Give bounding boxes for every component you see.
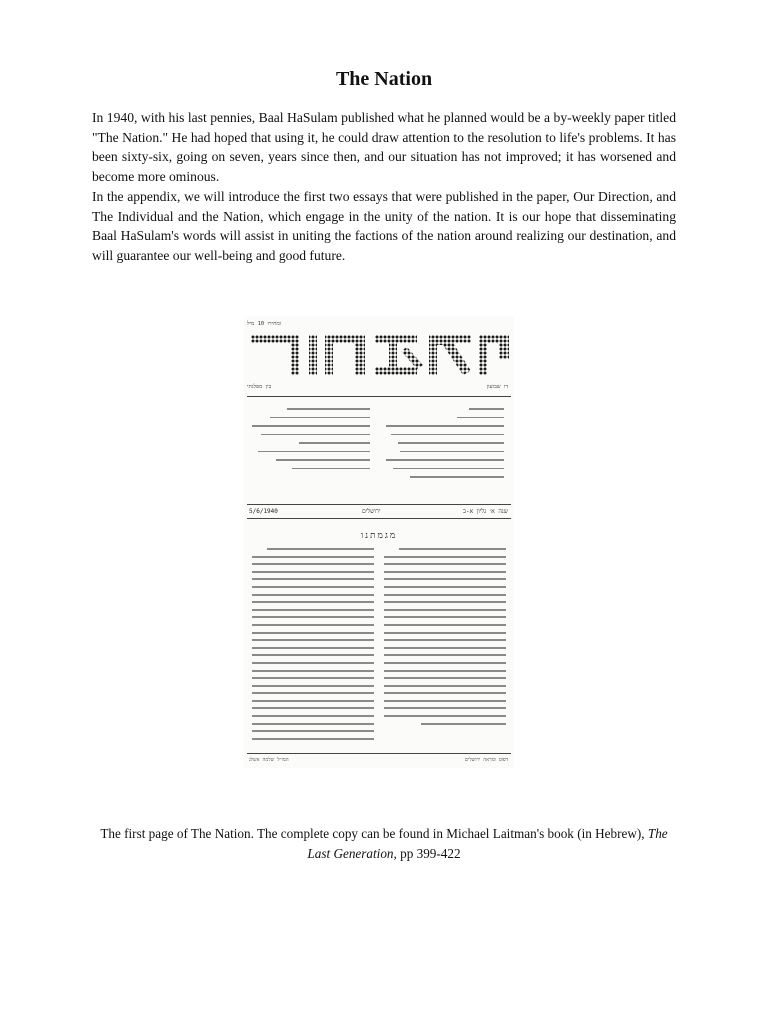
masthead-price-note: ומחירו 10 מיל: [247, 321, 282, 327]
paragraph-intro: In 1940, with his last pennies, Baal HaSulam published what he planned would be a by-weekly paper titled "The Nation." He had hoped that using it, he could draw attention to the resolution to life's problems. It has been sixty-six, going on seven, years since then, and our situation has not improved; it has worsened and become more ominous.: [92, 110, 676, 184]
article-column-right: [384, 548, 506, 730]
issue-place: ירושלים: [362, 508, 381, 515]
newspaper-facsimile: [244, 316, 514, 768]
header-column-left: [252, 408, 370, 476]
figure-caption: [92, 824, 676, 864]
issue-number: שנה א׳ גליון א-ב: [462, 508, 508, 515]
newspaper-footer-right: דפוס ומראה ירושלים: [464, 757, 508, 763]
caption-pages: , pp 399-422: [393, 846, 461, 861]
masthead-subtitle-left: בין מפלגתי: [247, 384, 272, 390]
footer-rule: [247, 753, 511, 754]
page-title: The Nation: [335, 68, 433, 90]
paragraph-appendix: In the appendix, we will introduce the first two essays that were published in the paper, Our Direction, and The Individual and the Nation, which engage in the unity of the nation. It is our hope that disseminating Baal HaSulam's words will assist in uniting the factions of the nation around realizing our destination, and will guarantee our well-being and good future.: [92, 189, 676, 263]
dateline-rule-top: [247, 504, 511, 505]
masthead-rule: [247, 396, 511, 397]
masthead-logo: [247, 331, 511, 379]
dateline-rule-bottom: [247, 518, 511, 519]
caption-book-title: The Last Generation: [307, 826, 668, 861]
section-title: מגמתנו: [360, 531, 398, 541]
issue-date: 5/6/1940: [249, 508, 278, 515]
caption-text: The first page of The Nation. The complete copy can be found in Michael Laitman's book (in Hebrew),: [100, 826, 648, 841]
newspaper-footer-left: המו״ל שלמה אשלג: [249, 757, 289, 763]
masthead-subtitle-right: דו שבועון: [486, 384, 508, 390]
header-column-right: [386, 408, 504, 485]
article-column-left: [252, 548, 374, 745]
